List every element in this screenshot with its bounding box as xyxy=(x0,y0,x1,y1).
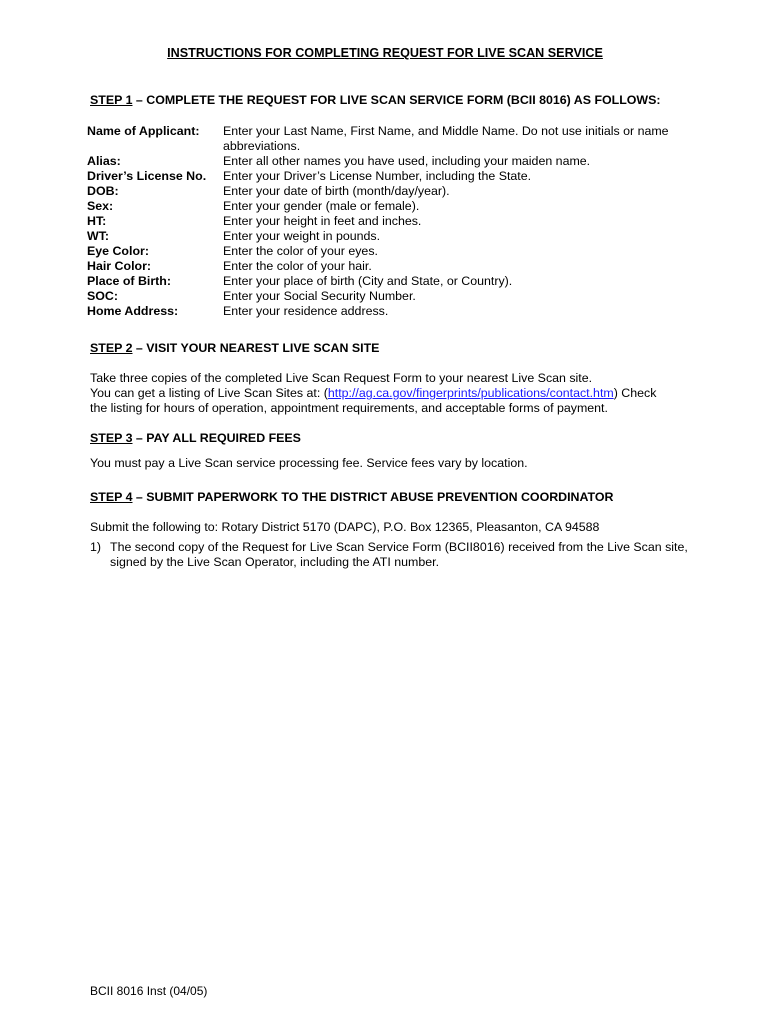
field-description: Enter your residence address. xyxy=(223,304,389,318)
field-description: Enter your height in feet and inches. xyxy=(223,214,422,228)
field-description: Enter all other names you have used, including your maiden name. xyxy=(223,154,591,168)
field-description: Enter your Driver’s License Number, including the State. xyxy=(223,169,532,183)
step-2-paragraph xyxy=(90,371,690,416)
field-description: Enter your place of birth (City and State, or Country). xyxy=(223,274,513,288)
step-4-label: STEP 4 xyxy=(90,490,133,504)
field-row xyxy=(87,199,687,214)
field-row xyxy=(87,154,687,169)
field-description: Enter your gender (male or female). xyxy=(223,199,420,213)
step-2-line-3: the listing for hours of operation, appointment requirements, and acceptable forms of payment. xyxy=(90,401,608,415)
step-4-heading-text: – SUBMIT PAPERWORK TO THE DISTRICT ABUSE PREVENTION COORDINATOR xyxy=(132,490,614,504)
field-description: Enter the color of your hair. xyxy=(223,259,372,273)
field-description: Enter your Social Security Number. xyxy=(223,289,416,303)
step-2-heading-text: – VISIT YOUR NEAREST LIVE SCAN SITE xyxy=(132,341,380,355)
field-row xyxy=(87,184,687,199)
step-2-line-2-prefix: You can get a listing of Live Scan Sites at: ( xyxy=(90,386,328,400)
field-label: HT: xyxy=(87,214,107,228)
step-3-label: STEP 3 xyxy=(90,431,133,445)
field-label: Eye Color: xyxy=(87,244,149,258)
field-row xyxy=(87,169,687,184)
field-description: Enter your Last Name, First Name, and Middle Name. Do not use initials or name abbreviations. xyxy=(223,124,669,153)
field-label: Alias: xyxy=(87,154,121,168)
step-1-heading xyxy=(90,93,661,108)
step-3-heading-text: – PAY ALL REQUIRED FEES xyxy=(132,431,301,445)
applicant-fields-list xyxy=(87,124,687,319)
field-label: Sex: xyxy=(87,199,114,213)
step-3-paragraph: You must pay a Live Scan service processing fee. Service fees vary by location. xyxy=(90,456,528,470)
field-row xyxy=(87,244,687,259)
step-2-line-1: Take three copies of the completed Live Scan Request Form to your nearest Live Scan site. xyxy=(90,371,593,385)
step-4-paragraph: Submit the following to: Rotary District 5170 (DAPC), P.O. Box 12365, Pleasanton, CA 94588 xyxy=(90,520,600,534)
field-description: Enter your date of birth (month/day/year). xyxy=(223,184,450,198)
step-2-line-2-suffix: ) Check xyxy=(613,386,657,400)
field-description: Enter your weight in pounds. xyxy=(223,229,381,243)
field-row xyxy=(87,259,687,274)
form-footer: BCII 8016 Inst (04/05) xyxy=(90,984,208,998)
step-1-heading-text: – COMPLETE THE REQUEST FOR LIVE SCAN SERVICE FORM (BCII 8016) AS FOLLOWS: xyxy=(132,93,661,107)
step-3-heading xyxy=(90,431,301,446)
field-label: Driver’s License No. xyxy=(87,169,207,183)
live-scan-sites-link[interactable]: http://ag.ca.gov/fingerprints/publications/contact.htm xyxy=(327,386,614,400)
step-1-label: STEP 1 xyxy=(90,93,133,107)
field-label: DOB: xyxy=(87,184,119,198)
field-label: WT: xyxy=(87,229,110,243)
list-item xyxy=(90,540,690,570)
field-row xyxy=(87,229,687,244)
list-item-text: The second copy of the Request for Live Scan Service Form (BCII8016) received from the Live Scan site, signed by the Live Scan Operator, including the ATI number. xyxy=(110,540,688,569)
field-row xyxy=(87,124,687,154)
field-label: Home Address: xyxy=(87,304,179,318)
field-label: Name of Applicant: xyxy=(87,124,200,138)
field-label: Hair Color: xyxy=(87,259,152,273)
step-2-line-2 xyxy=(90,386,690,401)
field-label: SOC: xyxy=(87,289,118,303)
step-2-label: STEP 2 xyxy=(90,341,133,355)
step-2-heading xyxy=(90,341,379,356)
field-description: Enter the color of your eyes. xyxy=(223,244,378,258)
field-label: Place of Birth: xyxy=(87,274,171,288)
field-row xyxy=(87,289,687,304)
field-row xyxy=(87,304,687,319)
list-item-number: 1) xyxy=(90,540,102,554)
document-title: INSTRUCTIONS FOR COMPLETING REQUEST FOR LIVE SCAN SERVICE xyxy=(167,46,603,60)
field-row xyxy=(87,274,687,289)
field-row xyxy=(87,214,687,229)
step-4-heading xyxy=(90,490,613,505)
